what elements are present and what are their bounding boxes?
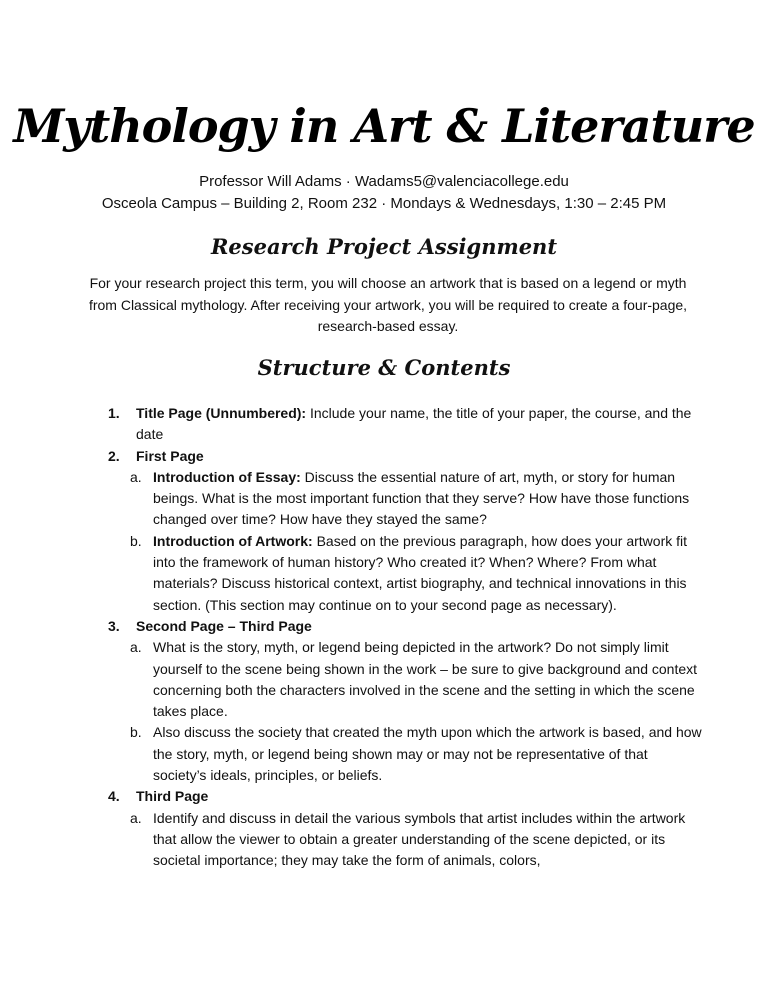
sub-item	[108, 637, 703, 722]
item-body	[136, 786, 703, 807]
location-line: Osceola Campus – Building 2, Room 232 · Mondays & Wednesdays, 1:30 – 2:45 PM	[101, 195, 667, 212]
sub-item-body	[153, 722, 703, 786]
sub-item	[108, 531, 703, 616]
item-number: 3.	[108, 617, 120, 634]
list-item	[108, 403, 703, 446]
item-label: Second Page – Third Page	[136, 617, 312, 634]
sub-item-letter: a.	[130, 639, 142, 656]
sub-item	[108, 722, 703, 786]
item-label: Third Page	[136, 788, 209, 805]
item-number: 4.	[108, 788, 120, 805]
structure-list	[108, 403, 703, 872]
item-label: Title Page (Unnumbered):	[136, 405, 307, 421]
item-number: 2.	[108, 447, 120, 464]
sub-item-text: Identify and discuss in detail the various symbols that artist includes within the artwork that allow the viewer to obtain a greater understanding of the scene depicted, or its societal importance; they may take the form of animals, colors,	[153, 809, 686, 869]
intro-paragraph: For your research project this term, you will choose an artwork that is based on a legend or myth from Classical mythology. After receiving your artwork, you will be required to create a four-page, research-based essay.	[88, 275, 688, 334]
sub-item-letter: b.	[130, 532, 142, 549]
sub-item-body	[153, 531, 703, 616]
sub-item-body	[153, 808, 703, 872]
item-text: Include your name, the title of your paper, the course, and the date	[136, 405, 692, 443]
sub-item-text: What is the story, myth, or legend being depicted in the artwork? Do not simply limit yourself to the scene being shown in the work – be sure to give background and context concerning both the characters involved in the scene and the setting in which the scene takes place.	[153, 639, 698, 720]
item-body	[136, 446, 703, 467]
sub-item	[108, 467, 703, 531]
list-item	[108, 616, 703, 637]
item-body	[136, 616, 703, 637]
sub-item-label: Introduction of Artwork:	[153, 532, 313, 549]
professor-line: Professor Will Adams · Wadams5@valenciacollege.edu	[199, 173, 569, 190]
page-title: Mythology in Art & Literature	[13, 99, 755, 153]
sub-item-label: Introduction of Essay:	[153, 468, 301, 485]
sub-item-body	[153, 637, 703, 722]
sub-item	[108, 808, 703, 872]
sub-item-letter: a.	[130, 468, 142, 485]
item-body	[136, 403, 703, 446]
sub-item-letter: b.	[130, 724, 142, 741]
list-item	[108, 786, 703, 807]
structure-heading: Structure & Contents	[257, 355, 511, 380]
item-label: First Page	[136, 447, 204, 464]
item-number: 1.	[108, 405, 120, 421]
list-item	[108, 446, 703, 467]
assignment-heading: Research Project Assignment	[210, 234, 558, 259]
sub-item-letter: a.	[130, 809, 142, 826]
sub-item-text: Based on the previous paragraph, how does your artwork fit into the framework of human history? Who created it? When? Where? From what materials? Discuss historical context, artist biography, and technical innovations in this section. (This section may continue on to your second page as necessary).	[153, 532, 688, 613]
sub-item-text: Discuss the essential nature of art, myth, or story for human beings. What is the most important function that they serve? How have those functions changed over time? How have they stayed the same?	[153, 468, 690, 528]
sub-item-body	[153, 467, 703, 531]
sub-item-text: Also discuss the society that created the myth upon which the artwork is based, and how the story, myth, or legend being shown may or may not be representative of that society’s ideals, principles, or beliefs.	[153, 724, 702, 784]
